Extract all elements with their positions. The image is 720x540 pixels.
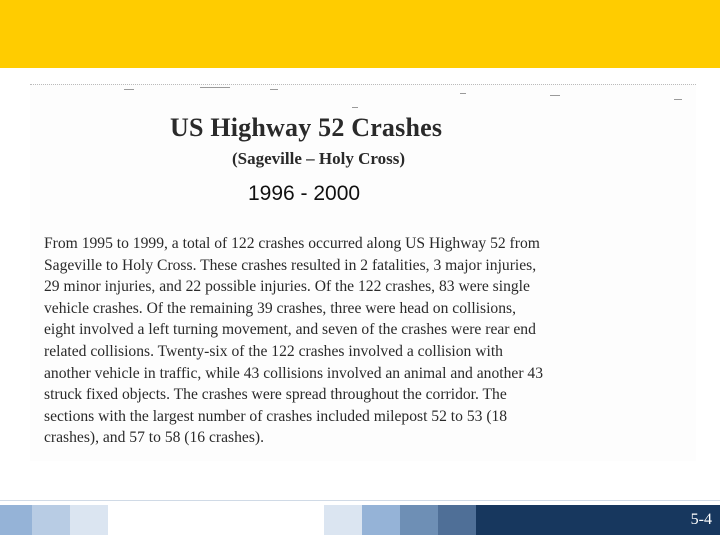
footer-block-mid-blue (362, 505, 400, 535)
body-line: another vehicle in traffic, while 43 collisions involved an animal and another 43 (44, 364, 543, 382)
document-subtitle: (Sageville – Holy Cross) (232, 149, 405, 168)
body-line: eight involved a left turning movement, and seven of the crashes were rear end (44, 321, 536, 339)
footer-strip (0, 505, 720, 535)
top-accent-band (0, 0, 720, 68)
scan-speck (200, 87, 230, 88)
footer-block-light-blue (32, 505, 70, 535)
body-line: Sageville to Holy Cross. These crashes resulted in 2 fatalities, 3 major injuries, (44, 256, 537, 274)
scan-speck (674, 99, 682, 100)
body-line: From 1995 to 1999, a total of 122 crashes occurred along US Highway 52 from (44, 235, 540, 252)
footer-divider (0, 500, 720, 501)
footer-block-mid-blue (0, 505, 32, 535)
scan-speck (550, 95, 560, 96)
body-line: vehicle crashes. Of the remaining 39 crashes, three were head on collisions, (44, 299, 516, 317)
body-line: sections with the largest number of crashes included milepost 52 to 53 (18 (44, 407, 508, 425)
footer-block-pale-blue (70, 505, 108, 535)
scan-speck (124, 89, 134, 90)
scan-speck (270, 89, 278, 90)
scan-speck (460, 93, 466, 94)
body-line: related collisions. Twenty-six of the 122 crashes involved a collision with (44, 342, 503, 360)
footer-block-slate-blue (438, 505, 476, 535)
footer-block-white (108, 505, 324, 535)
document-body (44, 233, 644, 449)
page-number: 5-4 (690, 511, 712, 528)
scanned-document (30, 84, 696, 461)
body-line: crashes), and 57 to 58 (16 crashes). (44, 429, 264, 447)
document-years: 1996 - 2000 (248, 182, 361, 205)
footer-block-navy (476, 505, 720, 535)
footer-block-pale-blue (324, 505, 362, 535)
footer-block-steel-blue (400, 505, 438, 535)
document-title: US Highway 52 Crashes (170, 113, 443, 142)
body-line: struck fixed objects. The crashes were spread throughout the corridor. The (44, 386, 507, 404)
scan-speck (352, 107, 358, 108)
body-line: 29 minor injuries, and 22 possible injuries. Of the 122 crashes, 83 were single (44, 278, 530, 296)
